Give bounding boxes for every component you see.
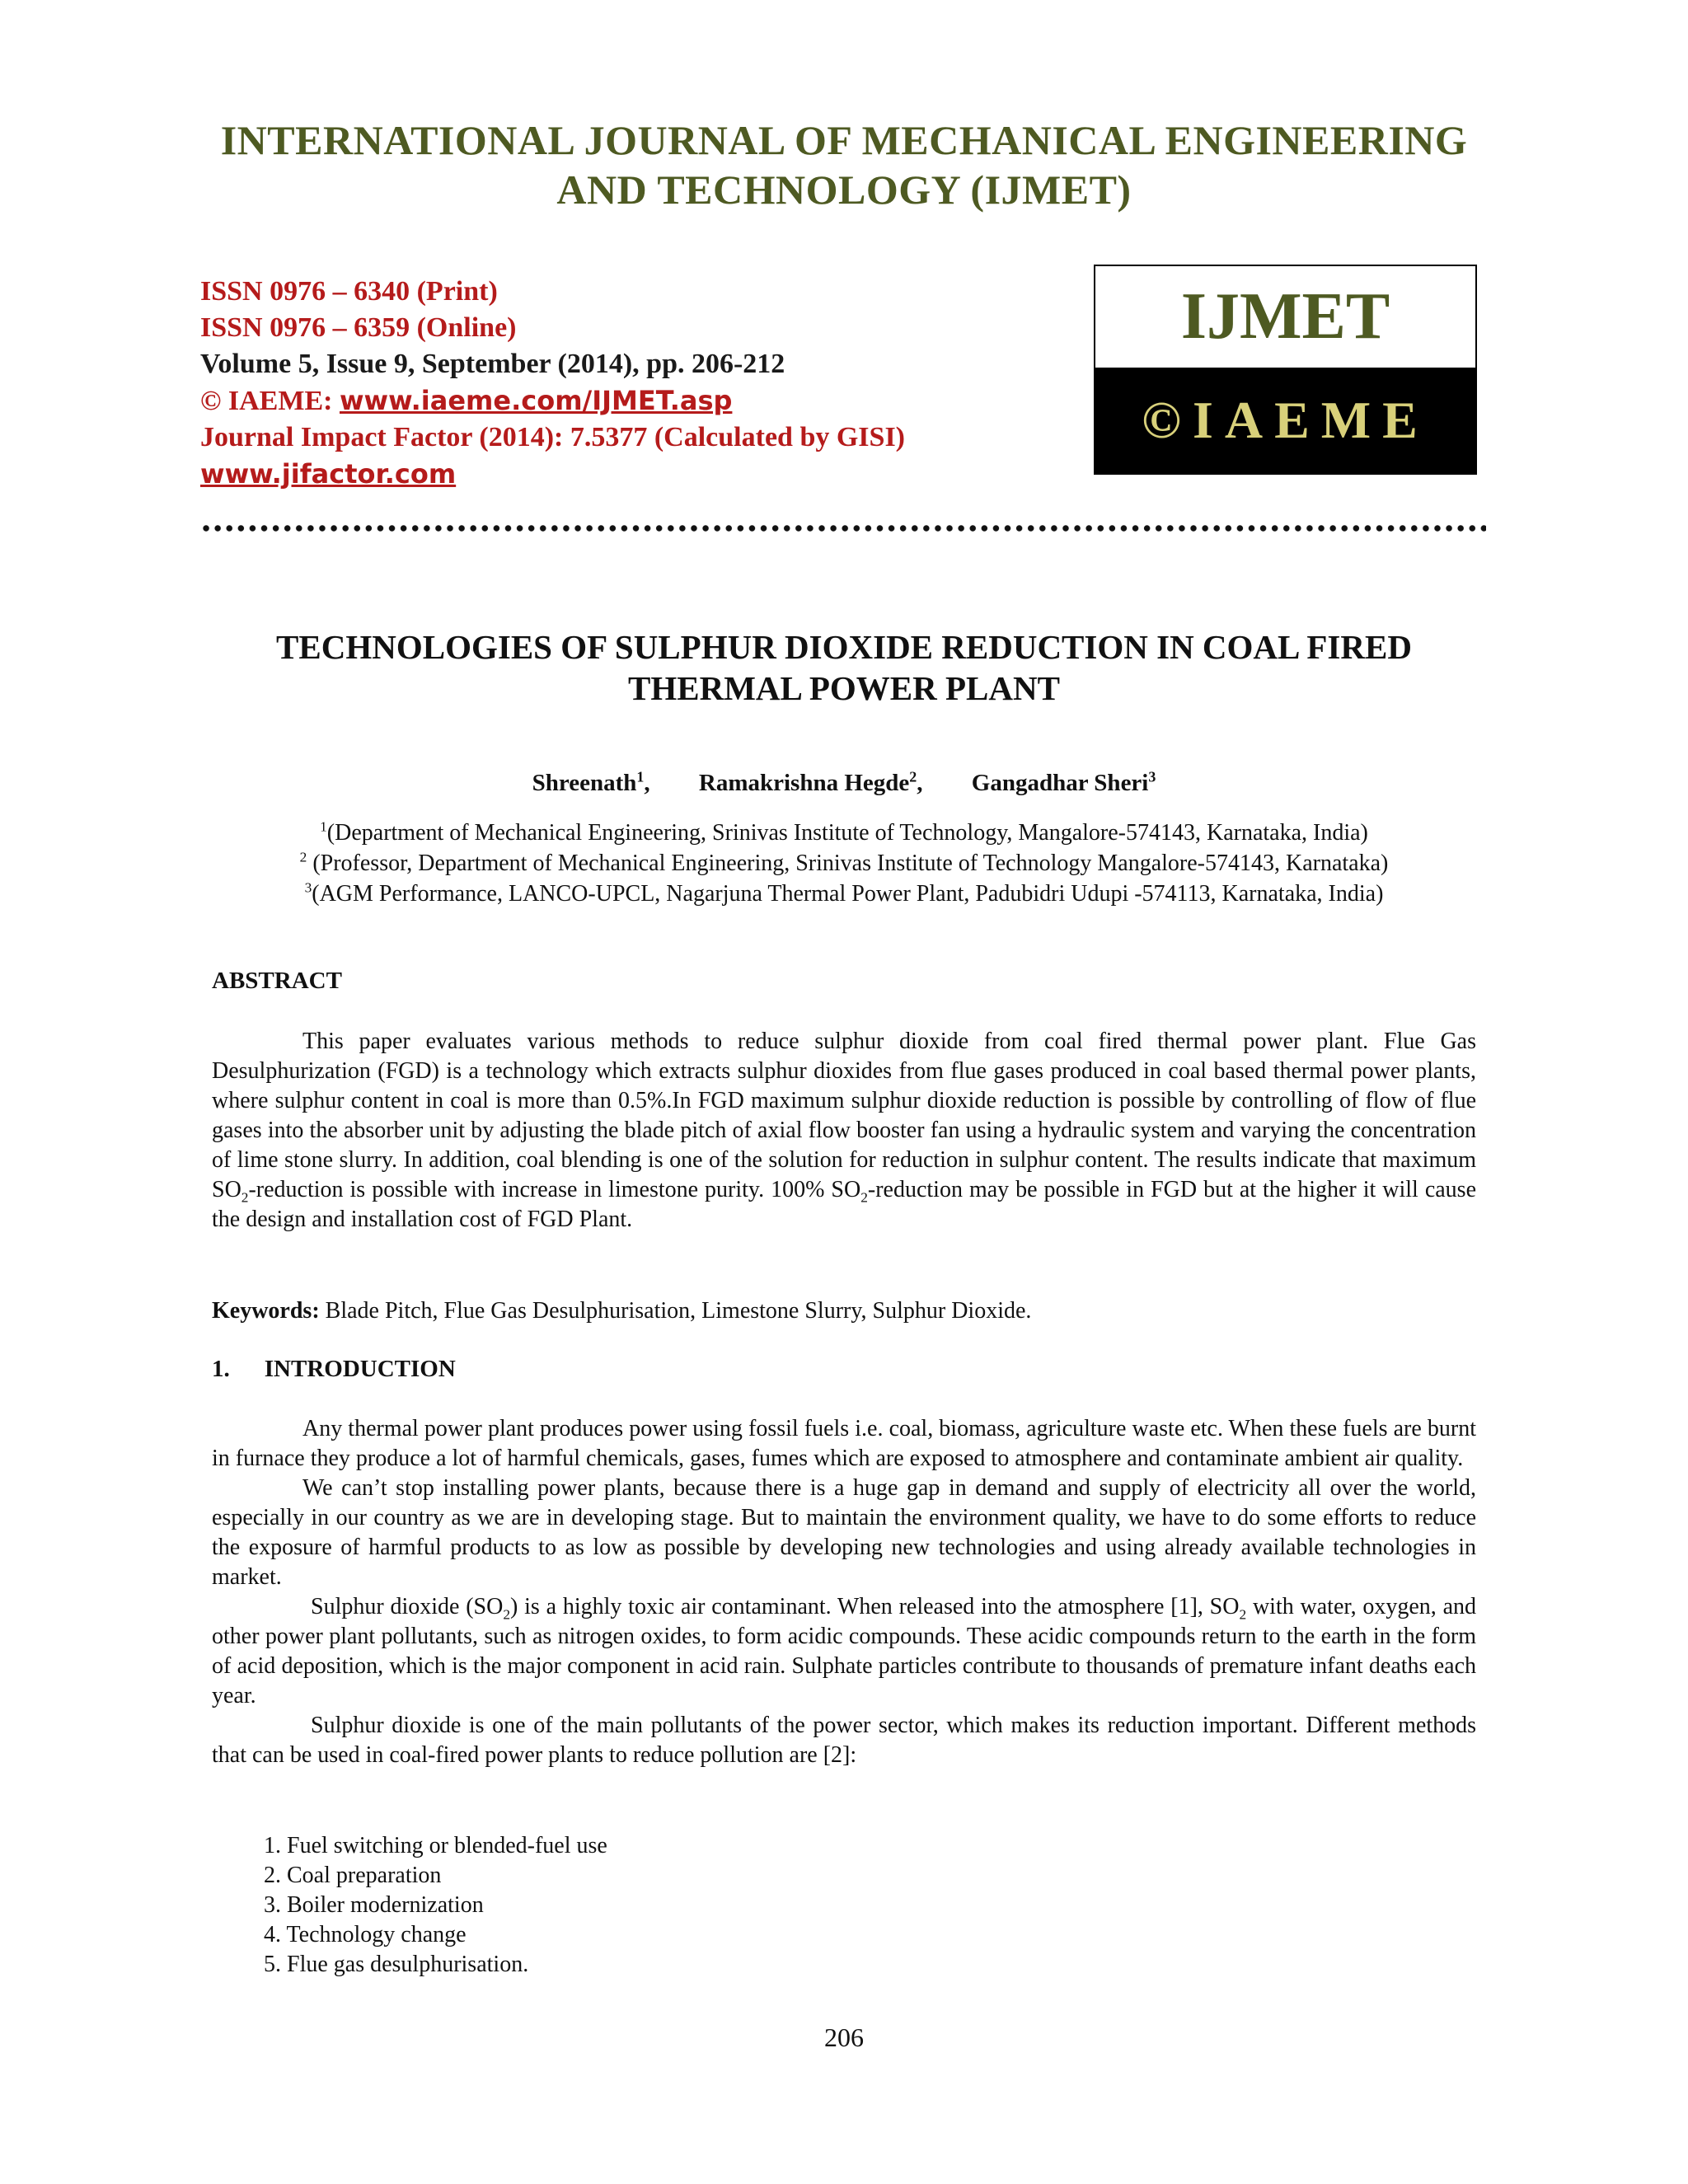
journal-logo <box>1094 265 1477 475</box>
journal-meta <box>200 274 1025 493</box>
journal-title-line1: INTERNATIONAL JOURNAL OF MECHANICAL ENGINEERING <box>220 117 1468 163</box>
jifactor-link[interactable]: www.jifactor.com <box>200 458 457 490</box>
paper-title-line1: TECHNOLOGIES OF SULPHUR DIOXIDE REDUCTION IN COAL FIRED <box>276 628 1412 666</box>
intro-paragraph-2: We can’t stop installing power plants, because there is a huge gap in demand and supply of electricity all over the world, especially in our country as we are in developing stage. But to maintain the environment quality, we have to do some efforts to reduce the exposure of harmful products to as low as possible by developing new technologies and using already available technologies in market. <box>212 1475 1476 1590</box>
page-number: 206 <box>824 2022 864 2052</box>
abstract-body <box>212 1027 1476 1235</box>
publisher-link[interactable]: www.iaeme.com/IJMET.asp <box>339 385 733 416</box>
section-title: INTRODUCTION <box>264 1356 456 1382</box>
abstract-heading: ABSTRACT <box>212 968 342 994</box>
logo-iaeme: ©IAEME <box>1095 368 1475 473</box>
author: Shreenath$^1$, <box>532 768 650 796</box>
keywords-text: Blade Pitch, Flue Gas Desulphurisation, Limestone Slurry, Sulphur Dioxide. <box>319 1298 1032 1324</box>
list-item: 5. Flue gas desulphurisation. <box>264 1952 529 1977</box>
introduction-heading <box>212 1354 456 1384</box>
publisher-line <box>200 382 1025 419</box>
abstract-paragraph: This paper evaluates various methods to reduce sulphur dioxide from coal fired thermal power plant. Flue Gas Desulphurization (FGD) is a technology which extracts sulphur dioxides from flue gases produced in coal based thermal power plants, where sulphur content in coal is more than 0.5%.In FGD maximum sulphur dioxide reduction is possible by controlling of flow of flue gases into the absorber unit by adjusting the blade pitch of axial flow booster fan using a hydraulic system and varying the concentration of lime stone slurry. In addition, coal blending is one of the solution for reduction in sulphur content. The results indicate that maximum $SO_2$-reduction is possible with increase in limestone purity. 100% $SO_2$-reduction may be possible in FGD but at the higher it will cause the design and installation cost of FGD Plant. <box>212 1029 1477 1232</box>
affiliation: $^1$(Department of Mechanical Engineering, Srinivas Institute of Technology, Mangalore-574143, Karnataka, India) <box>320 818 1368 846</box>
journal-title-line2: AND TECHNOLOGY (IJMET) <box>556 166 1132 213</box>
impact-factor: Journal Impact Factor (2014): 7.5377 (Calculated by GISI) <box>200 422 905 452</box>
paper-title-line2: THERMAL POWER PLANT <box>628 669 1060 707</box>
dotted-divider <box>200 524 1486 532</box>
intro-paragraph-4: Sulphur dioxide is one of the main pollutants of the power sector, which makes its reduction important. Different methods that can be used in coal-fired power plants to reduce pollution are [2]: <box>212 1713 1476 1768</box>
author: Gangadhar Sheri$^3$ <box>971 768 1156 796</box>
intro-paragraph-3: Sulphur dioxide $(SO_2)$ is a highly toxic air contaminant. When released into the atmosphere [1], $SO_2$ with water, oxygen, and other power plant pollutants, such as nitrogen oxides, to form acidic compounds. These acidic compounds return to the earth in the form of acid deposition, which is the major component in acid rain. Sulphate particles contribute to thousands of premature infant deaths each year. <box>212 1594 1477 1708</box>
issn-print: ISSN 0976 – 6340 (Print) <box>200 276 498 307</box>
methods-list <box>264 1831 607 1980</box>
logo-ijmet: IJMET <box>1095 266 1475 368</box>
author: Ramakrishna Hegde$^2$, <box>698 768 923 796</box>
paper-title <box>0 626 1688 709</box>
affiliation-list <box>0 818 1688 909</box>
keywords <box>212 1296 1031 1326</box>
list-item: 2. Coal preparation <box>264 1863 442 1888</box>
section-number: 1. <box>212 1356 230 1382</box>
journal-title <box>0 115 1688 214</box>
affiliation: $^2$ (Professor, Department of Mechanical Engineering, Srinivas Institute of Technology Mangalore-574143, Karnataka) <box>299 849 1389 876</box>
issn-online: ISSN 0976 – 6359 (Online) <box>200 312 517 343</box>
author-list <box>0 766 1688 799</box>
list-item: 1. Fuel switching or blended-fuel use <box>264 1833 607 1858</box>
intro-paragraph-1: Any thermal power plant produces power using fossil fuels i.e. coal, biomass, agriculture waste etc. When these fuels are burnt in furnace they produce a lot of harmful chemicals, gases, fumes which are exposed to atmosphere and contaminate ambient air quality. <box>212 1416 1476 1471</box>
affiliation: $^3$(AGM Performance, LANCO-UPCL, Nagarjuna Thermal Power Plant, Padubidri Udupi -574113, Karnataka, India) <box>304 879 1384 907</box>
list-item: 3. Boiler modernization <box>264 1892 484 1918</box>
volume-info: Volume 5, Issue 9, September (2014), pp. 206-212 <box>200 349 785 379</box>
list-item: 4. Technology change <box>264 1922 467 1947</box>
keywords-label: Keywords: <box>212 1298 320 1324</box>
publisher-prefix: © IAEME: <box>200 386 340 416</box>
introduction-body <box>212 1414 1476 1770</box>
